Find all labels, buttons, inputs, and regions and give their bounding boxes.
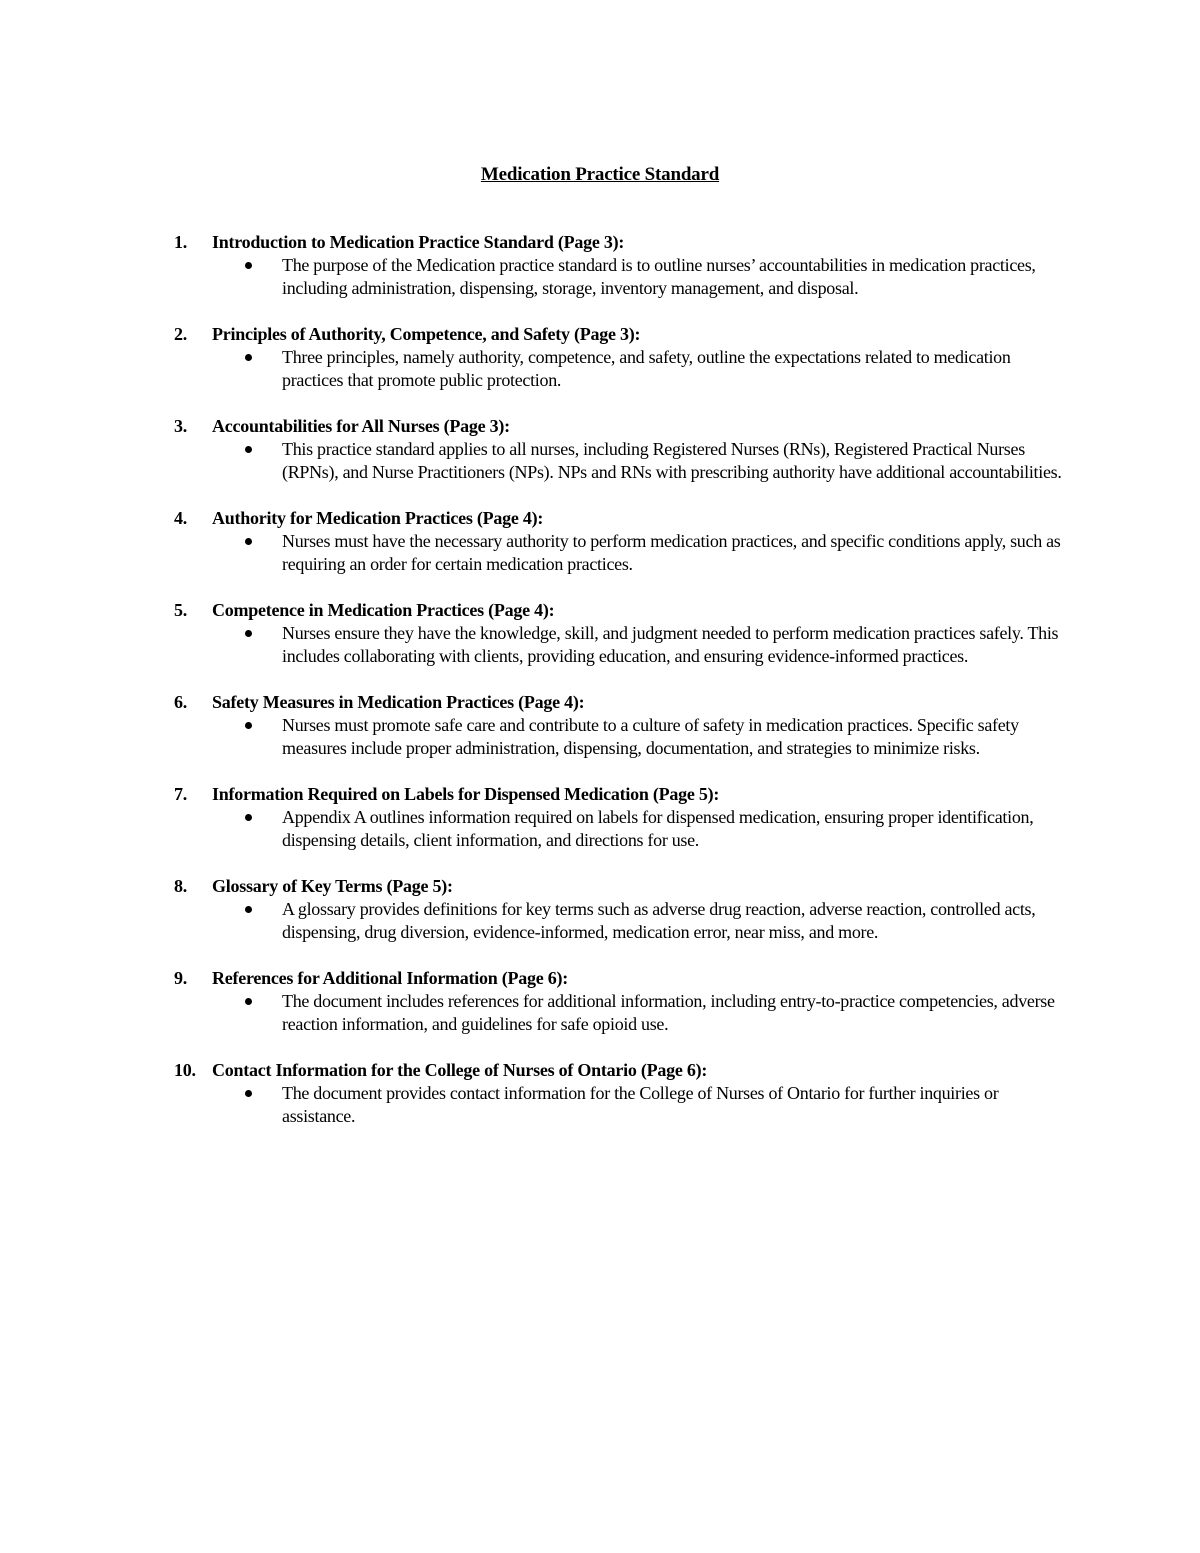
section-heading xyxy=(0,691,1200,714)
section-number: 4. xyxy=(174,508,187,528)
bullet-text: The document includes references for additional information, including entry-to-practice competencies, adverse reaction information, and guidelines for safe opioid use. xyxy=(282,991,1055,1034)
section-heading xyxy=(0,323,1200,346)
section-heading-text: Information Required on Labels for Dispensed Medication (Page 5): xyxy=(212,784,720,804)
bullet-icon xyxy=(245,262,252,269)
section-heading-text: Introduction to Medication Practice Standard (Page 3): xyxy=(212,232,625,252)
bullet-icon xyxy=(245,538,252,545)
bullet-item xyxy=(0,806,1200,852)
section-item xyxy=(0,1059,1200,1128)
bullet-text: This practice standard applies to all nurses, including Registered Nurses (RNs), Registered Practical Nurses (RPNs), and Nurse Practitioners (NPs). NPs and RNs with prescribing authority have additional accountabilities. xyxy=(282,439,1062,482)
section-list xyxy=(0,231,1200,1151)
bullet-icon xyxy=(245,446,252,453)
section-number: 10. xyxy=(174,1060,196,1080)
section-heading xyxy=(0,875,1200,898)
section-heading-text: References for Additional Information (Page 6): xyxy=(212,968,569,988)
section-item xyxy=(0,783,1200,852)
bullet-text: The purpose of the Medication practice standard is to outline nurses’ accountabilities in medication practices, including administration, dispensing, storage, inventory management, and disposal. xyxy=(282,255,1036,298)
section-heading-text: Principles of Authority, Competence, and Safety (Page 3): xyxy=(212,324,641,344)
section-item xyxy=(0,415,1200,484)
section-heading xyxy=(0,231,1200,254)
bullet-item xyxy=(0,714,1200,760)
bullet-item xyxy=(0,898,1200,944)
section-heading-text: Safety Measures in Medication Practices (Page 4): xyxy=(212,692,585,712)
bullet-item xyxy=(0,990,1200,1036)
section-heading-text: Authority for Medication Practices (Page 4): xyxy=(212,508,544,528)
bullet-item xyxy=(0,622,1200,668)
section-number: 8. xyxy=(174,876,187,896)
section-item xyxy=(0,231,1200,300)
section-heading xyxy=(0,967,1200,990)
section-item xyxy=(0,691,1200,760)
bullet-text: Nurses ensure they have the knowledge, skill, and judgment needed to perform medication practices safely. This includes collaborating with clients, providing education, and ensuring evidence-informed practices. xyxy=(282,623,1059,666)
bullet-text: A glossary provides definitions for key terms such as adverse drug reaction, adverse reaction, controlled acts, dispensing, drug diversion, evidence-informed, medication error, near miss, and more. xyxy=(282,899,1036,942)
bullet-item xyxy=(0,254,1200,300)
bullet-item xyxy=(0,1082,1200,1128)
section-item xyxy=(0,967,1200,1036)
bullet-icon xyxy=(245,998,252,1005)
section-number: 1. xyxy=(174,232,187,252)
section-number: 6. xyxy=(174,692,187,712)
section-heading-text: Accountabilities for All Nurses (Page 3): xyxy=(212,416,510,436)
bullet-text: Appendix A outlines information required on labels for dispensed medication, ensuring proper identification, dispensing details, client information, and directions for use. xyxy=(282,807,1034,850)
section-number: 3. xyxy=(174,416,187,436)
section-heading xyxy=(0,415,1200,438)
section-heading xyxy=(0,599,1200,622)
section-number: 9. xyxy=(174,968,187,988)
bullet-text: Nurses must have the necessary authority to perform medication practices, and specific conditions apply, such as requiring an order for certain medication practices. xyxy=(282,531,1061,574)
section-item xyxy=(0,599,1200,668)
bullet-icon xyxy=(245,722,252,729)
section-item xyxy=(0,323,1200,392)
section-heading-text: Glossary of Key Terms (Page 5): xyxy=(212,876,453,896)
bullet-text: Nurses must promote safe care and contribute to a culture of safety in medication practices. Specific safety measures include proper administration, dispensing, documentation, and strategies to minimize risks. xyxy=(282,715,1019,758)
section-heading-text: Contact Information for the College of Nurses of Ontario (Page 6): xyxy=(212,1060,708,1080)
bullet-text: The document provides contact information for the College of Nurses of Ontario for further inquiries or assistance. xyxy=(282,1083,999,1126)
section-heading-text: Competence in Medication Practices (Page 4): xyxy=(212,600,555,620)
bullet-item xyxy=(0,346,1200,392)
bullet-item xyxy=(0,438,1200,484)
bullet-icon xyxy=(245,354,252,361)
document-title: Medication Practice Standard xyxy=(480,164,720,185)
bullet-icon xyxy=(245,630,252,637)
section-number: 5. xyxy=(174,600,187,620)
section-heading xyxy=(0,1059,1200,1082)
bullet-icon xyxy=(245,906,252,913)
bullet-text: Three principles, namely authority, competence, and safety, outline the expectations related to medication practices that promote public protection. xyxy=(282,347,1011,390)
section-number: 7. xyxy=(174,784,187,804)
bullet-icon xyxy=(245,814,252,821)
bullet-item xyxy=(0,530,1200,576)
section-heading xyxy=(0,783,1200,806)
section-item xyxy=(0,507,1200,576)
section-number: 2. xyxy=(174,324,187,344)
bullet-icon xyxy=(245,1090,252,1097)
section-item xyxy=(0,875,1200,944)
section-heading xyxy=(0,507,1200,530)
